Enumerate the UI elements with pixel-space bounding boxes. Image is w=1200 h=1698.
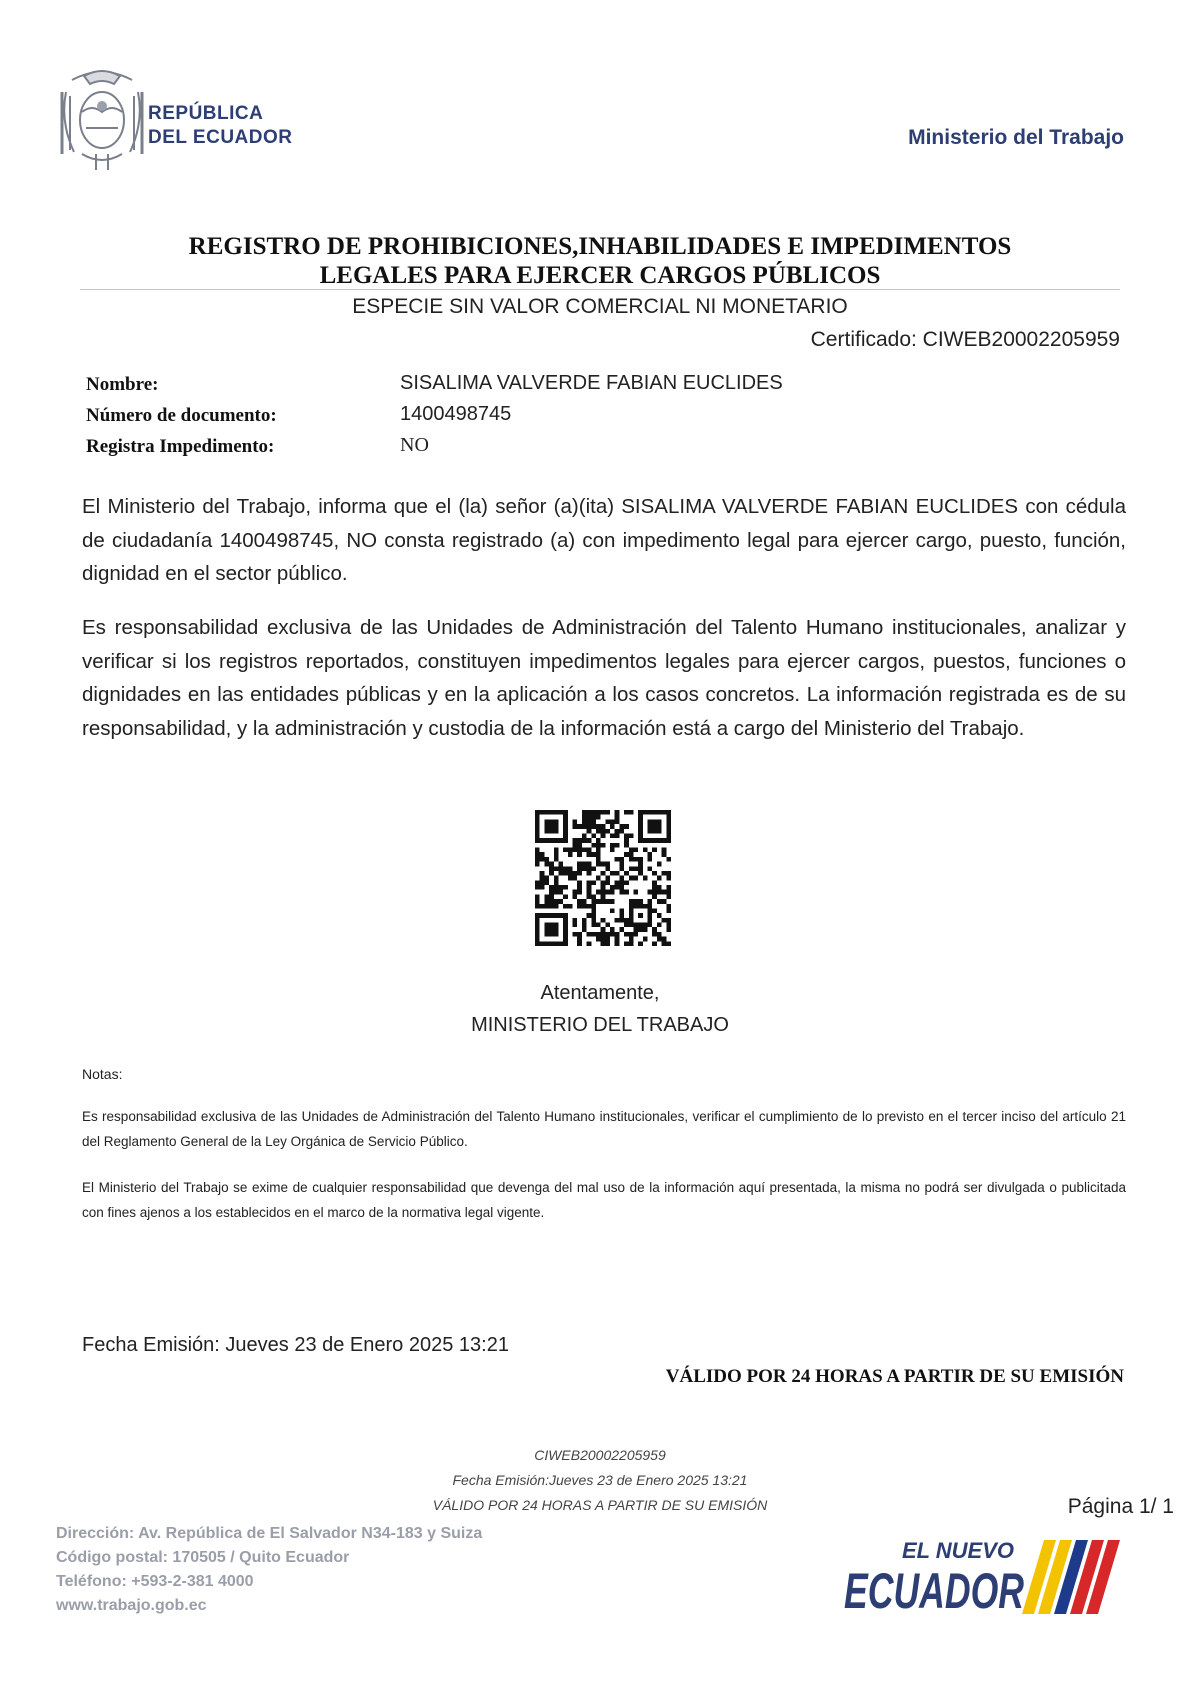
document-title xyxy=(80,232,1120,290)
impedimento-label: Registra Impedimento: xyxy=(86,436,275,457)
el-nuevo-ecuador-logo xyxy=(838,1532,1124,1624)
impedimento-value: NO xyxy=(400,434,429,456)
ministerio-header: Ministerio del Trabajo xyxy=(908,126,1124,149)
paragraph-statement: El Ministerio del Trabajo, informa que el (la) señor (a)(ita) SISALIMA VALVERDE FABIAN EUCLIDES con cédula de ciudadanía 1400498745, NO consta registrado (a) con impedimento legal para ejercer cargo, puesto, función, dignidad en el sector público. xyxy=(82,495,1126,585)
note-2: El Ministerio del Trabajo se exime de cualquier responsabilidad que devenga del mal uso de la información aquí presentada, la misma no podrá ser divulgada o publicitada con fines ajenos a los establecidos en el marco de la normativa legal vigente. xyxy=(82,1180,1126,1220)
closing-atentamente: Atentamente, xyxy=(540,982,660,1004)
footer-direccion: Dirección: Av. República de El Salvador N34-183 y Suiza xyxy=(56,1525,483,1542)
republica-line1: REPÚBLICA xyxy=(148,103,264,124)
footer-telefono: Teléfono: +593-2-381 4000 xyxy=(56,1573,254,1590)
page-number: Página 1/ 1 xyxy=(1067,1495,1174,1518)
nombre-label: Nombre: xyxy=(86,374,159,395)
signature-ministerio: MINISTERIO DEL TRABAJO xyxy=(471,1014,729,1036)
nombre-value: SISALIMA VALVERDE FABIAN EUCLIDES xyxy=(400,372,783,394)
republica-line2: DEL ECUADOR xyxy=(148,127,293,148)
title-divider xyxy=(80,289,1120,290)
documento-label: Número de documento: xyxy=(86,405,277,426)
republica-del-ecuador-wordmark xyxy=(148,102,293,150)
title-line2: LEGALES PARA EJERCER CARGOS PÚBLICOS xyxy=(319,262,881,289)
ecuador-coat-of-arms-logo xyxy=(52,62,152,174)
notas-label: Notas: xyxy=(82,1066,123,1082)
note-1: Es responsabilidad exclusiva de las Unidades de Administración del Talento Humano institucionales, verificar el cumplimiento de lo previsto en el tercer inciso del artículo 21 del Reglamento General de la Ley Orgánica de Servicio Público. xyxy=(82,1109,1126,1149)
title-line1: REGISTRO DE PROHIBICIONES,INHABILIDADES E IMPEDIMENTOS xyxy=(188,233,1012,260)
validity-notice: VÁLIDO POR 24 HORAS A PARTIR DE SU EMISIÓN xyxy=(665,1366,1124,1387)
fecha-emision: Fecha Emisión: Jueves 23 de Enero 2025 13:21 xyxy=(82,1334,509,1356)
footer-codigo-postal: Código postal: 170505 / Quito Ecuador xyxy=(56,1549,350,1566)
logo-bottom-text: ECUADOR xyxy=(844,1563,1024,1619)
footer-web: www.trabajo.gob.ec xyxy=(56,1597,207,1614)
verification-qr-code xyxy=(535,810,671,946)
paragraph-responsibility: Es responsabilidad exclusiva de las Unidades de Administración del Talento Humano institucionales, analizar y verificar si los registros reportados, constituyen impedimentos legales para ejercer cargos, puestos, funciones o dignidades en las entidades públicas y en la aplicación a los casos concretos. La información registrada es de su responsabilidad, y la administración y custodia de la información está a cargo del Ministerio del Trabajo. xyxy=(82,616,1126,740)
documento-value: 1400498745 xyxy=(400,403,512,425)
footer-fecha: Fecha Emisión:Jueves 23 de Enero 2025 13:21 xyxy=(452,1472,748,1488)
footer-certificate-code: CIWEB20002205959 xyxy=(534,1447,666,1463)
certificate-number: Certificado: CIWEB20002205959 xyxy=(810,328,1120,351)
logo-top-text: EL NUEVO xyxy=(901,1538,1014,1563)
footer-valido: VÁLIDO POR 24 HORAS A PARTIR DE SU EMISIÓN xyxy=(432,1497,768,1513)
document-subtitle: ESPECIE SIN VALOR COMERCIAL NI MONETARIO xyxy=(352,295,848,318)
